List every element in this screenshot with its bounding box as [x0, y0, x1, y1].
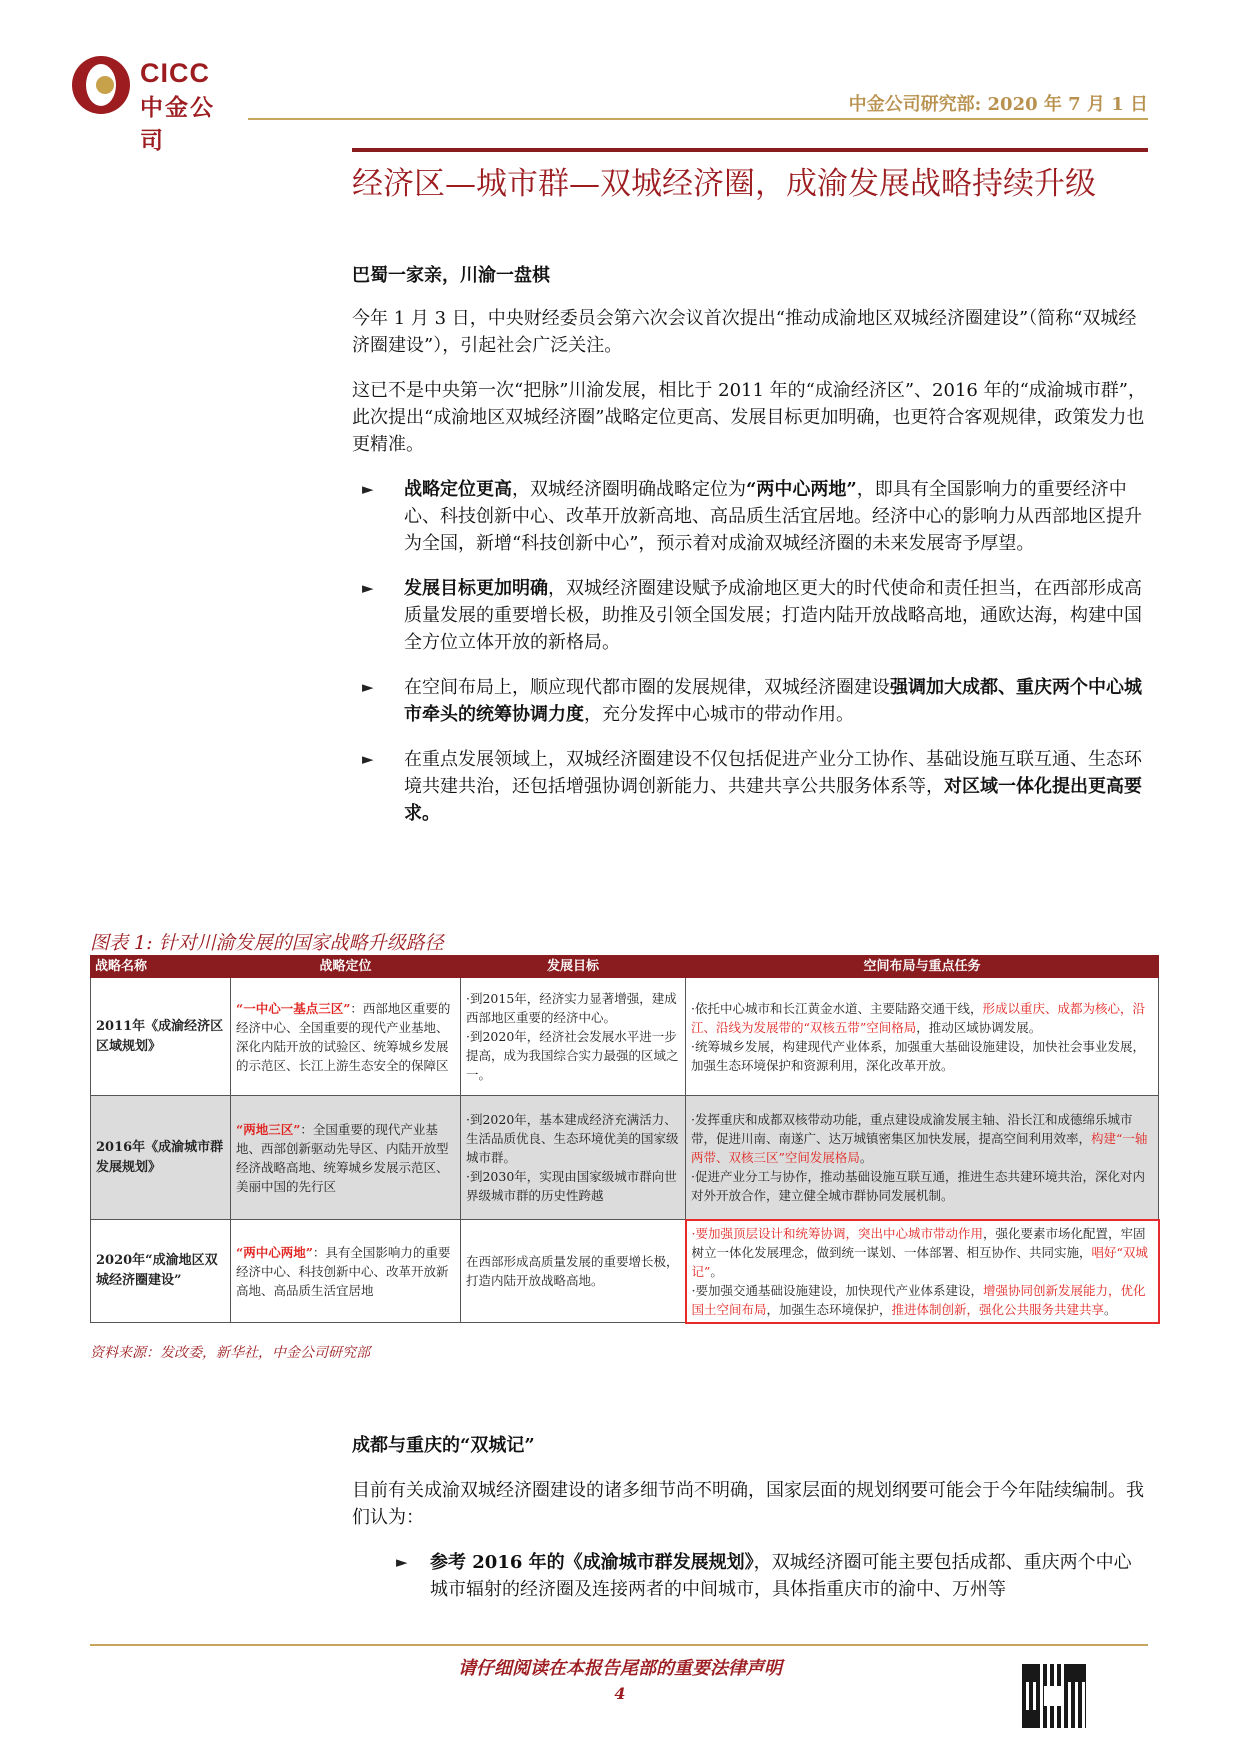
list-item — [352, 746, 1148, 827]
text: ·发挥重庆和成都双核带动功能，重点建设成渝发展主轴、沿长江和成德绵乐城市带，促进川南、南遂广、达万城镇密集区加快发展，提高空间利用效率， — [691, 1111, 1133, 1146]
bold-text: 战略定位更高 — [404, 479, 512, 500]
arrow-bullet-icon: ► — [362, 750, 374, 768]
text: 。 — [859, 1149, 873, 1165]
legal-notice: 请仔细阅读在本报告尾部的重要法律声明 — [458, 1658, 782, 1679]
list-item — [352, 476, 1148, 557]
section-1 — [352, 262, 1148, 827]
highlight-text: 推进体制创新，强化公共服务共建共享 — [891, 1301, 1105, 1317]
text: ·要加强交通基础设施建设，加快现代产业体系建设， — [691, 1282, 983, 1298]
highlight-text: 增强协同创新发展能力，优化国土空间布局 — [691, 1282, 1146, 1317]
strategy-position-cell — [231, 1096, 461, 1220]
arrow-bullet-icon: ► — [362, 480, 374, 498]
text: ·统筹城乡发展，构建现代产业体系，加强重大基础设施建设，加快社会事业发展，加强生态环境保护和资源利用，深化改革开放。 — [691, 1038, 1145, 1073]
task-cell — [686, 1220, 1159, 1323]
highlight-text: “两地三区” — [236, 1121, 301, 1137]
strategy-name-cell: 2020年“成渝地区双城经济圈建设” — [91, 1220, 231, 1323]
highlight-text: 唱好“双城记” — [691, 1244, 1148, 1279]
table-source: 资料来源：发改委，新华社，中金公司研究部 — [90, 1345, 370, 1361]
footer-divider — [90, 1644, 1148, 1646]
text: ：具有全国影响力的重要经济中心、科技创新中心、改革开放新高地、高品质生活宜居地 — [236, 1244, 451, 1298]
arrow-bullet-icon: ► — [396, 1553, 408, 1571]
header-date: 中金公司研究部: 2020 年 7 月 1 日 — [848, 94, 1148, 115]
text: 在重点发展领域上，双城经济圈建设不仅包括促进产业分工协作、基础设施互联互通、生态环境共建共治，还包括增强协调创新能力、共建共享公共服务体系等， — [404, 749, 1142, 797]
section-heading: 巴蜀一家亲，川渝一盘棋 — [352, 265, 550, 286]
strategy-name-cell: 2016年《成渝城市群发展规划》 — [91, 1096, 231, 1220]
development-goal-cell: ·到2015年，经济实力显著增强，建成西部地区重要的经济中心。 ·到2020年，经济社会发展水平进一步提高，成为我国综合实力最强的区域之一。 — [461, 978, 686, 1096]
text: ，即具有全国影响力的重要经济中心、科技创新中心、改革开放新高地、高品质生活宜居地。经济中心的影响力从西部地区提升为全国，新增“科技创新中心”，预示着对成渝双城经济圈的未来发展寄予厚望。 — [404, 479, 1142, 554]
section-2 — [352, 1432, 1148, 1603]
strategy-position-cell — [231, 1220, 461, 1323]
column-header: 战略名称 — [91, 956, 231, 978]
bold-text: 参考 2016 年的《成渝城市群发展规划》 — [430, 1552, 754, 1573]
development-goal-cell: ·到2020年，基本建成经济充满活力、生活品质优良、生态环境优美的国家级城市群。 ·到2030年，实现由国家级城市群向世界级城市群的历史性跨越 — [461, 1096, 686, 1220]
column-header: 战略定位 — [231, 956, 461, 978]
text: ，推动区域协调发展。 — [916, 1019, 1042, 1035]
list-item — [352, 575, 1148, 656]
strategy-name-cell: 2011年《成渝经济区区域规划》 — [91, 978, 231, 1096]
text: 。 — [1104, 1301, 1117, 1317]
development-goal-cell: 在西部形成高质量发展的重要增长极，打造内陆开放战略高地。 — [461, 1220, 686, 1323]
arrow-bullet-icon: ► — [362, 579, 374, 597]
strategy-table — [90, 955, 1160, 1324]
strategy-position-cell — [231, 978, 461, 1096]
list-item — [352, 674, 1148, 728]
qr-code-icon — [1022, 1664, 1086, 1728]
highlight-text: “两中心两地” — [236, 1244, 313, 1260]
section-heading: 成都与重庆的“双城记” — [352, 1435, 535, 1456]
highlight-text: ·要加强顶层设计和统筹协调，突出中心城市带动作用 — [691, 1225, 983, 1241]
table-row — [91, 1220, 1159, 1323]
text: ，双城经济圈可能主要包括成都、重庆两个中心城市辐射的经济圈及连接两者的中间城市，具体指重庆市的渝中、万州等 — [430, 1552, 1132, 1600]
text: 。 — [710, 1263, 723, 1279]
highlight-text: “一中心一基点三区” — [236, 1000, 351, 1016]
task-cell — [686, 1096, 1159, 1220]
logo-chinese: 中金公司 — [140, 95, 215, 154]
paragraph: 这已不是中央第一次“把脉”川渝发展，相比于 2011 年的“成渝经济区”、2016 年的“成渝城市群”，此次提出“成渝地区双城经济圈”战略定位更高、发展目标更加明确，也更符合客观规律，政策发力也更精准。 — [352, 380, 1146, 455]
text: ·促进产业分工与协作，推动基础设施互联互通，推进生态共建环境共治，深化对内对外开放合作，建立健全城市群协同发展机制。 — [691, 1168, 1145, 1203]
table-header-row — [91, 956, 1159, 978]
list-item — [352, 1549, 1148, 1603]
logo-english: CICC — [140, 58, 210, 88]
table-row — [91, 1096, 1159, 1220]
highlight-text: 构建“一轴两带、双核三区”空间发展格局 — [691, 1130, 1148, 1165]
bold-text: 强调加大成都、重庆两个中心城市牵头的统筹协调力度 — [404, 677, 1142, 725]
text: ，双城经济圈建设赋予成渝地区更大的时代使命和责任担当，在西部形成高质量发展的重要增长极，助推及引领全国发展；打造内陆开放战略高地，通欧达海，构建中国全方位立体开放的新格局。 — [404, 578, 1142, 653]
text: ：西部地区重要的经济中心、全国重要的现代产业基地、深化内陆开放的试验区、统筹城乡发展的示范区、长江上游生态安全的保障区 — [236, 1000, 451, 1073]
text: ·依托中心城市和长江黄金水道、主要陆路交通干线， — [691, 1000, 983, 1016]
highlight-text: 形成以重庆、成都为核心，沿江、沿线为发展带的“双核五带”空间格局 — [691, 1000, 1145, 1035]
title-divider — [352, 148, 1148, 152]
bold-text: “两中心两地” — [746, 479, 857, 500]
table-row — [91, 978, 1159, 1096]
page-number: 4 — [614, 1684, 626, 1703]
text: ，强化要素市场化配置，牢固树立一体化发展理念，做到统一谋划、一体部署、相互协作、共同实施， — [691, 1225, 1146, 1260]
arrow-bullet-icon: ► — [362, 678, 374, 696]
text: 在空间布局上，顺应现代都市圈的发展规律，双城经济圈建设 — [404, 677, 890, 698]
header-divider — [248, 118, 1148, 120]
column-header: 发展目标 — [461, 956, 686, 978]
column-header: 空间布局与重点任务 — [686, 956, 1159, 978]
paragraph: 目前有关成渝双城经济圈建设的诸多细节尚不明确，国家层面的规划纲要可能会于今年陆续编制。我们认为： — [352, 1480, 1144, 1528]
table-caption: 图表 1: 针对川渝发展的国家战略升级路径 — [90, 932, 444, 954]
page-title: 经济区—城市群—双城经济圈，成渝发展战略持续升级 — [352, 166, 1096, 202]
bold-text: 发展目标更加明确 — [404, 578, 548, 599]
task-cell — [686, 978, 1159, 1096]
text: ，加强生态环境保护， — [766, 1301, 892, 1317]
paragraph: 今年 1 月 3 日，中央财经委员会第六次会议首次提出“推动成渝地区双城经济圈建设”（简称“双城经济圈建设”），引起社会广泛关注。 — [352, 308, 1137, 356]
bold-text: 对区域一体化提出更高要求。 — [404, 776, 1142, 824]
cicc-logo-icon — [72, 56, 130, 114]
text: ，双城经济圈明确战略定位为 — [512, 479, 746, 500]
cicc-logo — [72, 56, 232, 154]
text: ，充分发挥中心城市的带动作用。 — [584, 704, 854, 725]
text: ：全国重要的现代产业基地、西部创新驱动先导区、内陆开放型经济战略高地、统筹城乡发展示范区、美丽中国的先行区 — [236, 1121, 449, 1194]
